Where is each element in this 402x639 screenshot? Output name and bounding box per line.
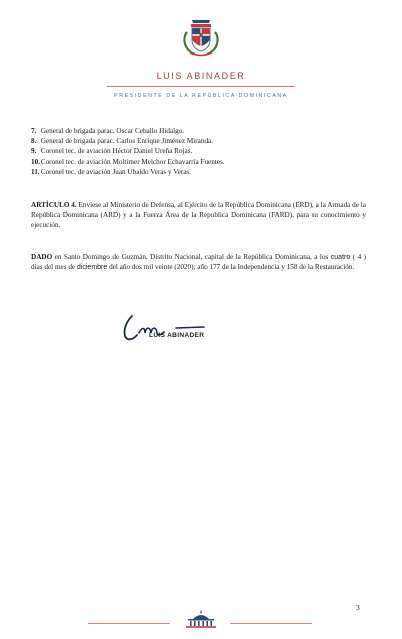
- dado-paragraph: DADO en Santo Domingo de Guzmán, Distrito Nacional, capital de la República Dominicana, a los cuatro ( 4 ) días del mes de diciembre del año dos mil veinte (2020); año 177 de la Independencia y 158 de la Restauración.: [31, 253, 367, 272]
- page-number: 3: [356, 603, 360, 612]
- signatory-name: LUIS ABINADER: [149, 332, 205, 339]
- officer-list: [31, 126, 376, 177]
- article-4-text: Envíese al Ministerio de Defensa, al Ejército de la República Dominicana (ERD), a la Armada de la República Dominicana (ARD) y a la Fuerza Área de la Republica Dominicana (FARD), para su conocimiento y ejecución.: [31, 201, 366, 229]
- article-4-paragraph: [31, 201, 366, 231]
- footer-divider-left: [88, 623, 170, 624]
- list-item: 11. Coronel tec. de aviación Juan Ubaldo Veras y Veras.: [31, 167, 192, 176]
- list-item: 9. Coronel tec. de aviación Héctor Daniel Ureña Rojas.: [31, 147, 193, 156]
- list-item: 10. Coronel tec. de aviación Moltimer Melchor Echavarría Fuentes.: [31, 157, 225, 166]
- coat-of-arms-icon: [181, 14, 221, 58]
- president-title: PRESIDENTE DE LA REPÚBLICA DOMINICANA: [114, 93, 288, 99]
- header-divider: [107, 86, 295, 87]
- list-item: 8. General de brigada parac. Carlos Enrique Jiménez Miranda.: [31, 137, 214, 146]
- dado-label: DADO: [31, 253, 53, 262]
- president-name: LUIS ABINADER: [156, 71, 246, 81]
- month: diciembre: [76, 264, 108, 272]
- palace-emblem-icon: [178, 610, 224, 628]
- article-4-label: ARTÍCULO 4.: [31, 201, 77, 210]
- day-number: ( 4 ): [352, 253, 367, 262]
- day-words: cuatro: [330, 254, 351, 262]
- list-item: 7. General de brigada parac. Oscar Ceballo Hidalgo.: [31, 127, 185, 135]
- footer-divider-right: [230, 623, 312, 624]
